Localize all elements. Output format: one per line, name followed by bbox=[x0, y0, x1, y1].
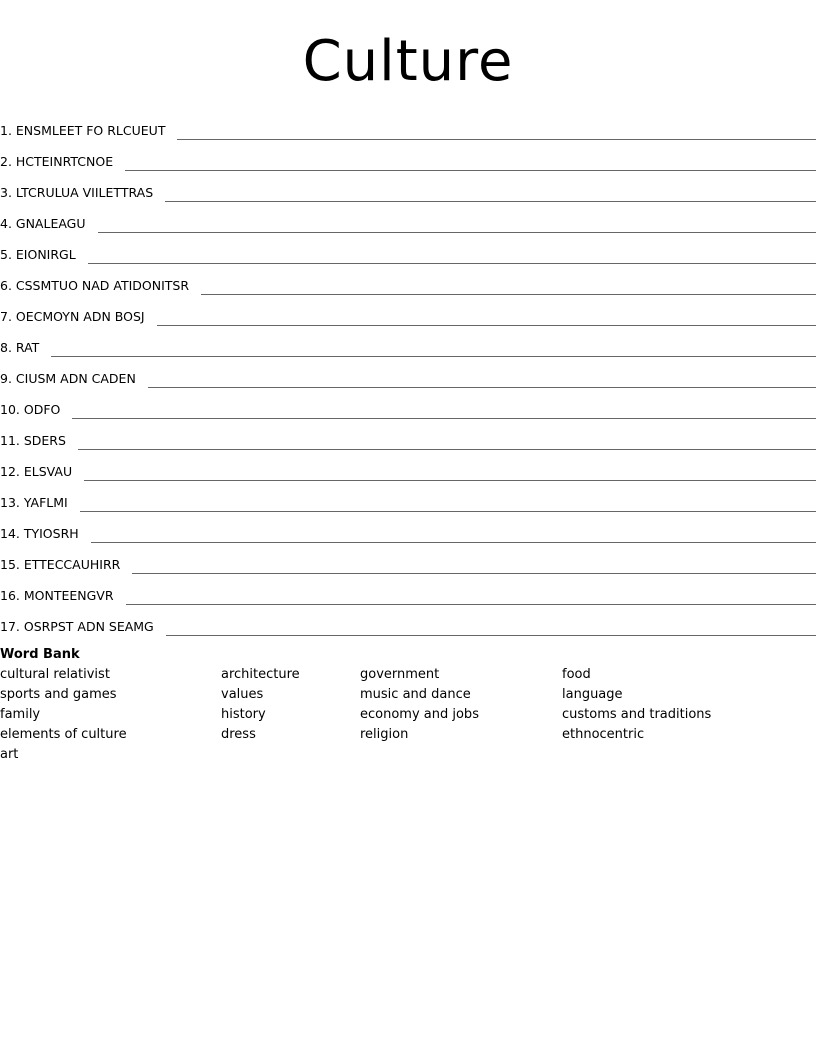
word-bank-item: elements of culture bbox=[0, 727, 127, 742]
answer-line[interactable] bbox=[201, 294, 816, 295]
word-bank-item: sports and games bbox=[0, 687, 117, 702]
question-row bbox=[0, 111, 816, 142]
question-row bbox=[0, 328, 816, 359]
question-row bbox=[0, 142, 816, 173]
question-row bbox=[0, 452, 816, 483]
answer-line[interactable] bbox=[51, 356, 816, 357]
word-bank-item: art bbox=[0, 747, 19, 762]
word-bank-item: dress bbox=[221, 727, 256, 742]
answer-line[interactable] bbox=[148, 387, 816, 388]
question-row bbox=[0, 607, 816, 638]
answer-line[interactable] bbox=[78, 449, 816, 450]
word-bank-item: government bbox=[360, 667, 440, 682]
scrambled-word: 5. EIONIRGL bbox=[0, 247, 76, 262]
question-row bbox=[0, 297, 816, 328]
answer-line[interactable] bbox=[125, 170, 816, 171]
question-row bbox=[0, 204, 816, 235]
scrambled-word: 3. LTCRULUA VIILETTRAS bbox=[0, 185, 154, 200]
answer-line[interactable] bbox=[132, 573, 816, 574]
word-bank-grid bbox=[0, 665, 816, 765]
answer-line[interactable] bbox=[98, 232, 816, 233]
scrambled-word: 9. CIUSM ADN CADEN bbox=[0, 371, 136, 386]
question-row bbox=[0, 235, 816, 266]
question-list bbox=[0, 111, 816, 638]
word-bank-item: language bbox=[562, 687, 623, 702]
word-bank-item: history bbox=[221, 707, 266, 722]
answer-line[interactable] bbox=[177, 139, 816, 140]
answer-line[interactable] bbox=[165, 201, 816, 202]
word-bank-item: architecture bbox=[221, 667, 300, 682]
answer-line[interactable] bbox=[72, 418, 816, 419]
page-title: Culture bbox=[302, 29, 514, 94]
scrambled-word: 13. YAFLMI bbox=[0, 495, 68, 510]
answer-line[interactable] bbox=[84, 480, 816, 481]
scrambled-word: 15. ETTECCAUHIRR bbox=[0, 557, 121, 572]
scrambled-word: 8. RAT bbox=[0, 340, 40, 355]
question-row bbox=[0, 545, 816, 576]
scrambled-word: 2. HCTEINRTCNOE bbox=[0, 154, 114, 169]
word-bank-item: religion bbox=[360, 727, 409, 742]
answer-line[interactable] bbox=[91, 542, 816, 543]
scrambled-word: 17. OSRPST ADN SEAMG bbox=[0, 619, 154, 634]
answer-line[interactable] bbox=[166, 635, 816, 636]
scrambled-word: 12. ELSVAU bbox=[0, 464, 73, 479]
word-bank-item: family bbox=[0, 707, 41, 722]
answer-line[interactable] bbox=[88, 263, 816, 264]
question-row bbox=[0, 421, 816, 452]
answer-line[interactable] bbox=[80, 511, 816, 512]
scrambled-word: 6. CSSMTUO NAD ATIDONITSR bbox=[0, 278, 190, 293]
word-bank-item: values bbox=[221, 687, 264, 702]
word-bank bbox=[0, 645, 816, 765]
word-bank-title: Word Bank bbox=[0, 647, 80, 662]
question-row bbox=[0, 514, 816, 545]
scrambled-word: 4. GNALEAGU bbox=[0, 216, 86, 231]
scrambled-word: 1. ENSMLEET FO RLCUEUT bbox=[0, 123, 166, 138]
question-row bbox=[0, 576, 816, 607]
scrambled-word: 14. TYIOSRH bbox=[0, 526, 79, 541]
answer-line[interactable] bbox=[157, 325, 816, 326]
scrambled-word: 11. SDERS bbox=[0, 433, 66, 448]
word-bank-item: ethnocentric bbox=[562, 727, 645, 742]
word-bank-item: music and dance bbox=[360, 687, 471, 702]
question-row bbox=[0, 359, 816, 390]
question-row bbox=[0, 266, 816, 297]
word-bank-item: customs and traditions bbox=[562, 707, 712, 722]
question-row bbox=[0, 390, 816, 421]
question-row bbox=[0, 173, 816, 204]
word-bank-item: cultural relativist bbox=[0, 667, 110, 682]
word-bank-item: economy and jobs bbox=[360, 707, 479, 722]
scrambled-word: 10. ODFO bbox=[0, 402, 61, 417]
word-bank-item: food bbox=[562, 667, 591, 682]
question-row bbox=[0, 483, 816, 514]
scrambled-word: 7. OECMOYN ADN BOSJ bbox=[0, 309, 145, 324]
scrambled-word: 16. MONTEENGVR bbox=[0, 588, 114, 603]
answer-line[interactable] bbox=[126, 604, 816, 605]
